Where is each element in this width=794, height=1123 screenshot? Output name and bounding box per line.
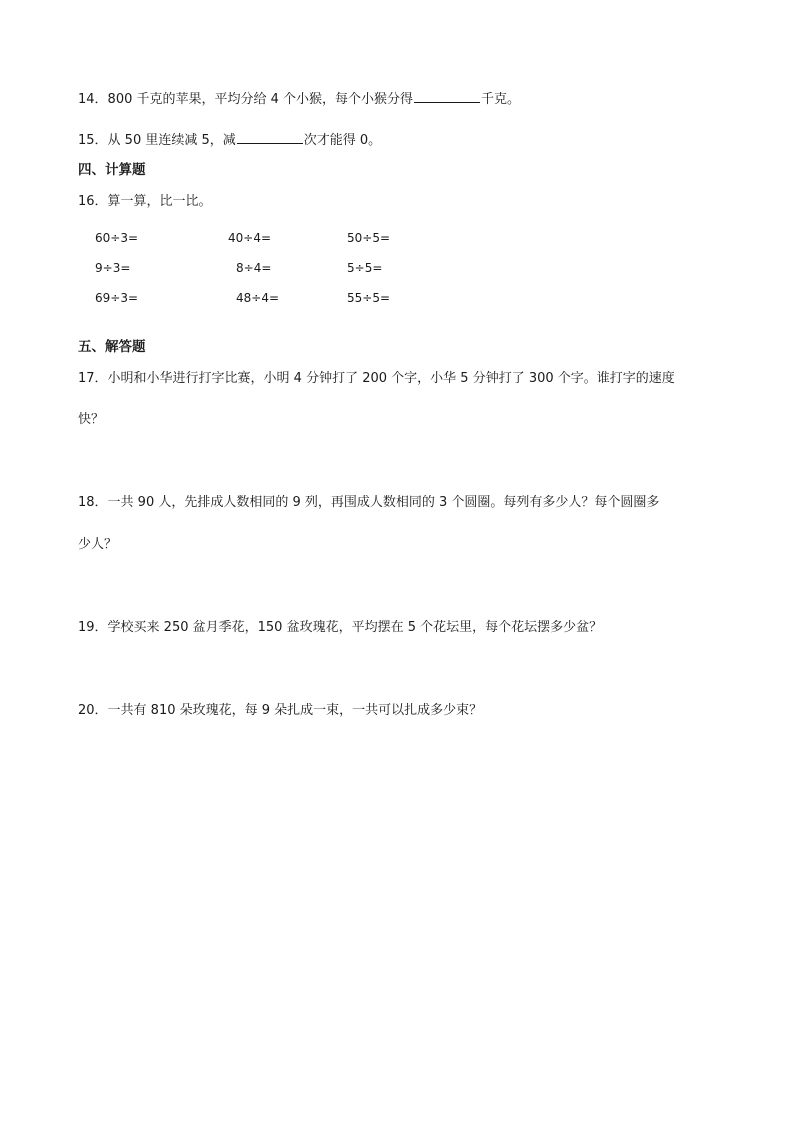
- question-14-text: 14．800 千克的苹果，平均分给 4 个小猴，每个小猴分得: [78, 92, 414, 107]
- question-17-line-2: 快？: [78, 412, 105, 427]
- calc-item: 55÷5=: [347, 291, 391, 305]
- question-15: [78, 130, 381, 150]
- question-15-tail: 次才能得 0。: [303, 133, 382, 148]
- question-18-line-2: 少人？: [78, 537, 118, 552]
- answer-blank[interactable]: [237, 130, 303, 144]
- calc-item: 48÷4=: [236, 291, 280, 305]
- section-heading-word-problems: 五、解答题: [78, 339, 146, 355]
- calc-item: 60÷3=: [95, 231, 139, 245]
- question-14-unit: 千克。: [481, 92, 521, 107]
- question-15-text: 15．从 50 里连续减 5，减: [78, 133, 236, 148]
- calc-item: 5÷5=: [347, 261, 383, 275]
- calc-item: 9÷3=: [95, 261, 131, 275]
- calc-item: 8÷4=: [236, 261, 272, 275]
- answer-blank[interactable]: [414, 89, 480, 103]
- question-16: 16．算一算，比一比。: [78, 194, 212, 209]
- question-17-line-1: 17．小明和小华进行打字比赛，小明 4 分钟打了 200 个字，小华 5 分钟打了 300 个字。谁打字的速度: [78, 371, 675, 386]
- question-14: [78, 89, 520, 109]
- section-heading-calculation: 四、计算题: [78, 162, 146, 178]
- calc-item: 50÷5=: [347, 231, 391, 245]
- question-18-line-1: 18．一共 90 人，先排成人数相同的 9 列，再围成人数相同的 3 个圆圈。每列有多少人？每个圆圈多: [78, 495, 660, 510]
- calc-item: 40÷4=: [228, 231, 272, 245]
- calc-item: 69÷3=: [95, 291, 139, 305]
- question-19: 19．学校买来 250 盆月季花，150 盆玫瑰花，平均摆在 5 个花坛里，每个花坛摆多少盆？: [78, 620, 603, 635]
- question-20: 20．一共有 810 朵玫瑰花，每 9 朵扎成一束，一共可以扎成多少束？: [78, 703, 483, 718]
